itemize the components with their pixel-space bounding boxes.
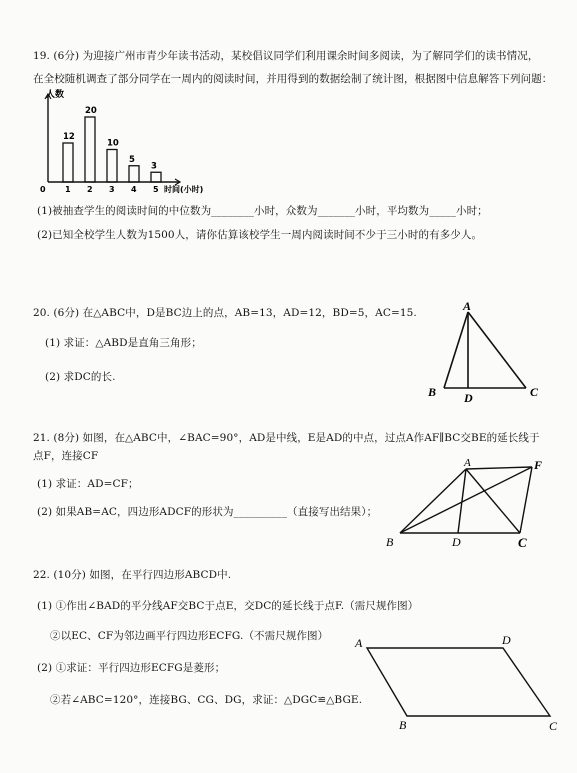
bar-3 — [107, 150, 117, 183]
segment-AB — [400, 469, 466, 533]
q21-line2: 点F，连接CF — [33, 450, 99, 462]
segment-CF — [520, 467, 532, 533]
bar-value-label-1: 12 — [63, 132, 75, 142]
bar-value-label-5: 3 — [151, 161, 157, 172]
q21-sub1: (1) 求证：AD=CF； — [37, 478, 139, 490]
label-B: B — [386, 535, 394, 549]
segment-AC — [468, 312, 526, 388]
segment-AF — [466, 467, 532, 469]
x-tick-label-2: 2 — [87, 185, 93, 194]
segment-AB — [444, 312, 468, 388]
label-C: C — [518, 535, 527, 550]
q19-line2: 在全校随机调查了部分同学在一周内的阅读时间，并用得到的数据绘制了统计图，根据图中信息解答下列问题： — [33, 73, 553, 85]
label-B: B — [428, 385, 437, 399]
q20-sub1: (1) 求证：△ABD是直角三角形； — [45, 337, 202, 349]
label-D: D — [464, 391, 473, 405]
q22-part2a: (2) ①求证：平行四边形ECFG是菱形； — [37, 662, 226, 674]
x-axis-label: 时间(小时) — [164, 185, 204, 194]
bar-4 — [129, 166, 139, 182]
q19-line1: 19. (6分) 为迎接广州市青少年读书活动，某校倡议同学们利用课余时间多阅读，为了解同学们的读书情况， — [33, 50, 539, 62]
bar-1 — [63, 143, 73, 182]
q22-stem: 22. (10分) 如图，在平行四边形ABCD中. — [33, 569, 232, 581]
label-A: A — [464, 457, 471, 469]
q19-sub1: (1)被抽查学生的阅读时间的中位数为________小时，众数为_______小时，平均数为_____小时； — [37, 205, 488, 217]
label-B: B — [399, 718, 407, 732]
q19-sub2: (2)已知全校学生人数为1500人，请你估算该校学生一周内阅读时间不少于三小时的有多少人。 — [37, 229, 483, 241]
x-tick-label-4: 4 — [131, 185, 137, 194]
bar-value-label-3: 10 — [107, 138, 119, 149]
label-C: C — [530, 385, 539, 399]
bar-5 — [151, 172, 161, 182]
label-A: A — [355, 636, 363, 650]
q21-quadrilateral-figure — [380, 455, 550, 550]
q20-stem: 20. (6分) 在△ABC中，D是BC边上的点，AB=13，AD=12，BD=5，AC=15. — [33, 307, 417, 319]
y-axis-label: 人数 — [46, 90, 65, 100]
origin-label: 0 — [40, 185, 46, 194]
reading-time-bar-chart — [30, 88, 290, 196]
q22-part1b: ②以EC、CF为邻边画平行四边形ECFG.（不需尺规作图） — [50, 630, 329, 642]
bar-value-label-2: 20 — [85, 106, 97, 116]
q22-parallelogram-figure — [345, 630, 570, 735]
label-A: A — [463, 300, 472, 313]
bar-2 — [85, 117, 95, 182]
q20-sub2: (2) 求DC的长. — [45, 371, 116, 383]
label-D: D — [502, 633, 511, 647]
q21-line1: 21. (8分) 如图，在△ABC中，∠BAC=90°，AD是中线，E是AD的中点，过点A作AF∥BC交BE的延长线于 — [33, 432, 540, 444]
segment-AC — [466, 469, 520, 533]
q21-sub2: (2) 如果AB=AC，四边形ADCF的形状为__________（直接写出结果）； — [37, 506, 378, 518]
q22-part2b: ②若∠ABC=120°，连接BG、CG、DG，求证：△DGC≌△BGE. — [50, 694, 363, 706]
x-tick-label-5: 5 — [153, 185, 159, 194]
label-C: C — [549, 719, 558, 733]
q22-part1a: (1) ①作出∠BAD的平分线AF交BC于点E，交DC的延长线于点F.（需尺规作图） — [37, 600, 419, 612]
q20-triangle-figure — [420, 300, 550, 405]
label-D: D — [452, 535, 461, 549]
x-tick-label-3: 3 — [109, 185, 115, 194]
bar-value-label-4: 5 — [129, 154, 135, 165]
x-tick-label-1: 1 — [65, 185, 71, 194]
label-F: F — [534, 458, 543, 472]
parallelogram-ABCD — [367, 648, 550, 716]
